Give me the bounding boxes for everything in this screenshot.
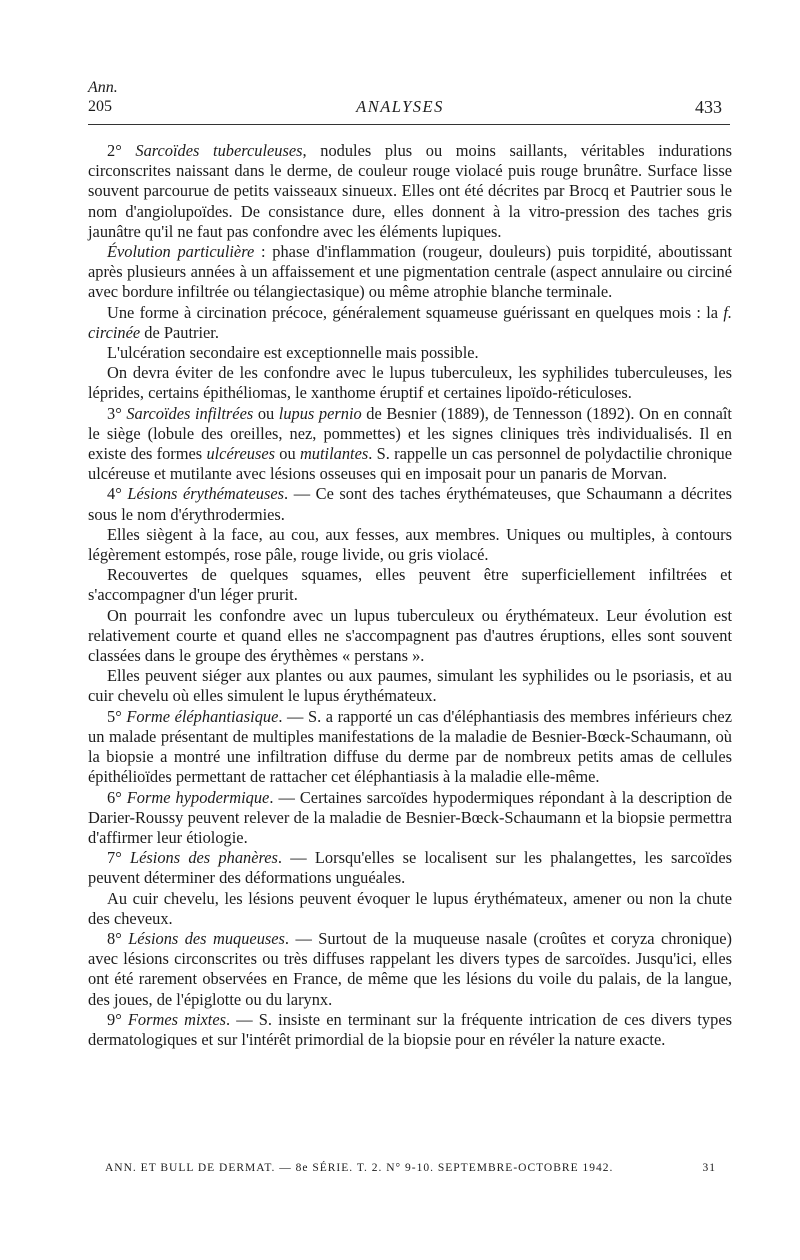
text-run: Elles siègent à la face, au cou, aux fesses, aux membres. Uniques ou multiples, à contours légèrement estompés, rose pâle, rouge livide, ou gris violacé. [88, 524, 732, 565]
italic-term: Formes mixtes [127, 1009, 227, 1029]
text-run: de Pautrier. [140, 322, 219, 342]
text-run: 9° [107, 1009, 128, 1029]
text-run: 3° [107, 403, 127, 423]
footer-citation: ANN. ET BULL DE DERMAT. — 8e SÉRIE. T. 2. N° 9-10. SEPTEMBRE-OCTOBRE 1942. [105, 1162, 614, 1174]
italic-term: Lésions des muqueuses [128, 928, 285, 948]
italic-term: Évolution particulière [107, 242, 255, 262]
running-title: ANALYSES [356, 97, 444, 116]
footer [105, 1162, 716, 1174]
italic-term: lupus pernio [278, 403, 362, 423]
text-run: . — Surtout de la muqueuse nasale (croûtes et coryza chronique) avec lésions circonscrites ou très diffuses rappelant les divers types de sarcoïdes. Jusqu'ici, elles ont été rarement observées en France, de même que les lésions du voile du palais, de la langue, des joues, de l'épiglotte ou du larynx. [88, 928, 732, 1009]
italic-term: Sarcoïdes tuberculeuses [135, 141, 303, 160]
paragraph [88, 707, 732, 788]
text-run: 2° [107, 141, 136, 160]
paragraph [88, 606, 732, 667]
paragraph [88, 404, 732, 485]
paragraph [88, 141, 732, 242]
text-run: . — S. insiste en terminant sur la fréquente intrication de ces divers types dermatologiques et sur l'intérêt primordial de la biopsie pour en révéler la nature exacte. [88, 1009, 732, 1049]
text-run: 5° [107, 706, 127, 726]
text-run: On pourrait les confondre avec un lupus tuberculeux ou érythémateux. Leur évolution est relativement courte et quand elles ne s'accompagnent pas d'autres éruptions, elles sont souvent classées dans le groupe des érythèmes « perstans ». [88, 605, 732, 666]
paragraph [88, 484, 732, 524]
text-run: 7° [107, 848, 130, 868]
header-rule [88, 124, 730, 125]
paragraph [88, 363, 732, 403]
text-run: 4° [107, 484, 128, 504]
paragraph [88, 929, 732, 1010]
italic-term: ulcéreuses [206, 444, 276, 464]
italic-term: Lésions érythémateuses [127, 484, 285, 504]
paragraph [88, 343, 732, 363]
text-run: . — Certaines sarcoïdes hypodermiques répondant à la description de Darier-Roussy peuvent relever de la maladie de Besnier-Bœck-Schaumann et la biopsie permettra d'affirmer leur étiologie. [88, 787, 733, 847]
article-body [88, 141, 732, 1050]
italic-term: f. circinée [88, 302, 732, 342]
text-run: , nodules plus ou moins saillants, véritables indurations circonscrites naissant dans le derme, de couleur rouge violacé puis rouge brunâtre. Surface lisse souvent parcourue de petits vaisseaux sinueux. Elles ont été décrites par Brocq et Pautrier sous le nom d'angiolupoïdes. De consistance dure, elles donnent à la vitro-pression des taches gris jaunâtre qu'il ne faut pas confondre avec les éléments lupiques. [88, 141, 732, 241]
text-run: ou [275, 444, 300, 464]
text-run: . — Lorsqu'elles se localisent sur les phalangettes, les sarcoïdes peuvent déterminer des déformations unguéales. [88, 848, 732, 888]
paragraph [88, 525, 732, 565]
ann-number: 205 [88, 98, 112, 115]
paragraph [88, 565, 732, 605]
text-run: Elles peuvent siéger aux plantes ou aux paumes, simulant les syphilides ou le psoriasis, et au cuir chevelu où elles simulent le lupus érythémateux. [88, 666, 732, 706]
footer-sheet-number: 31 [702, 1162, 716, 1174]
text-run: . — S. a rapporté un cas d'éléphantiasis des membres inférieurs chez un malade présentant de multiples manifestations de la maladie de Besnier-Bœck-Schaumann, où la biopsie a montré une infiltration diffuse du derme par de nombreux petits amas de cellules épithélioïdes permettant de rattacher cet éléphantiasis à la maladie elle-même. [88, 706, 732, 787]
text-run: 8° [107, 928, 129, 948]
text-run: 6° [107, 787, 127, 807]
paragraph [88, 889, 732, 929]
italic-term: mutilantes [299, 444, 369, 464]
italic-term: Sarcoïdes infiltrées [126, 403, 254, 423]
paragraph [88, 1010, 732, 1050]
paragraph [88, 666, 732, 706]
page-number: 433 [695, 97, 722, 117]
paragraph [88, 848, 732, 888]
italic-term: Forme éléphantiasique [126, 706, 279, 726]
text-run: : phase d'inflammation (rougeur, douleurs) puis torpidité, aboutissant après plusieurs années à un affaissement et une pigmentation centrale (aspect annulaire ou circiné avec bordure infiltrée ou télangiectasique) ou même atrophie blanche terminale. [88, 242, 732, 302]
italic-term: Lésions des phanères [130, 848, 278, 868]
italic-term: Forme hypodermique [126, 787, 270, 807]
text-run: de Besnier (1889), de Tennesson (1892). On en connaît le siège (lobule des oreilles, nez, pommettes) et les signes cliniques très individualisés. Il en existe des formes [88, 403, 732, 464]
text-run: ou [253, 403, 279, 423]
ann-label: Ann. [88, 79, 118, 96]
text-run: . S. rappelle un cas personnel de polydactilie chronique ulcéreuse et mutilante avec lésions osseuses qui en imposait pour un panaris de Morvan. [88, 444, 732, 484]
text-run: Une forme à circination précoce, généralement squameuse guérissant en quelques mois : la [107, 302, 724, 322]
paragraph [88, 788, 732, 849]
text-run: On devra éviter de les confondre avec le lupus tuberculeux, les syphilides tuberculeuses, les léprides, certains épithéliomas, le xanthome éruptif et certaines lipoïdo-réticuloses. [88, 363, 732, 403]
paragraph [88, 303, 732, 343]
paragraph [88, 242, 732, 303]
text-run: L'ulcération secondaire est exceptionnelle mais possible. [107, 343, 479, 363]
text-run: . — Ce sont des taches érythémateuses, que Schaumann a décrites sous le nom d'érythrodermies. [88, 484, 732, 524]
text-run: Recouvertes de quelques squames, elles peuvent être superficiellement infiltrées et s'accompagner d'un léger prurit. [88, 565, 732, 605]
text-run: Au cuir chevelu, les lésions peuvent évoquer le lupus érythémateux, amener ou non la chute des cheveux. [88, 888, 732, 928]
